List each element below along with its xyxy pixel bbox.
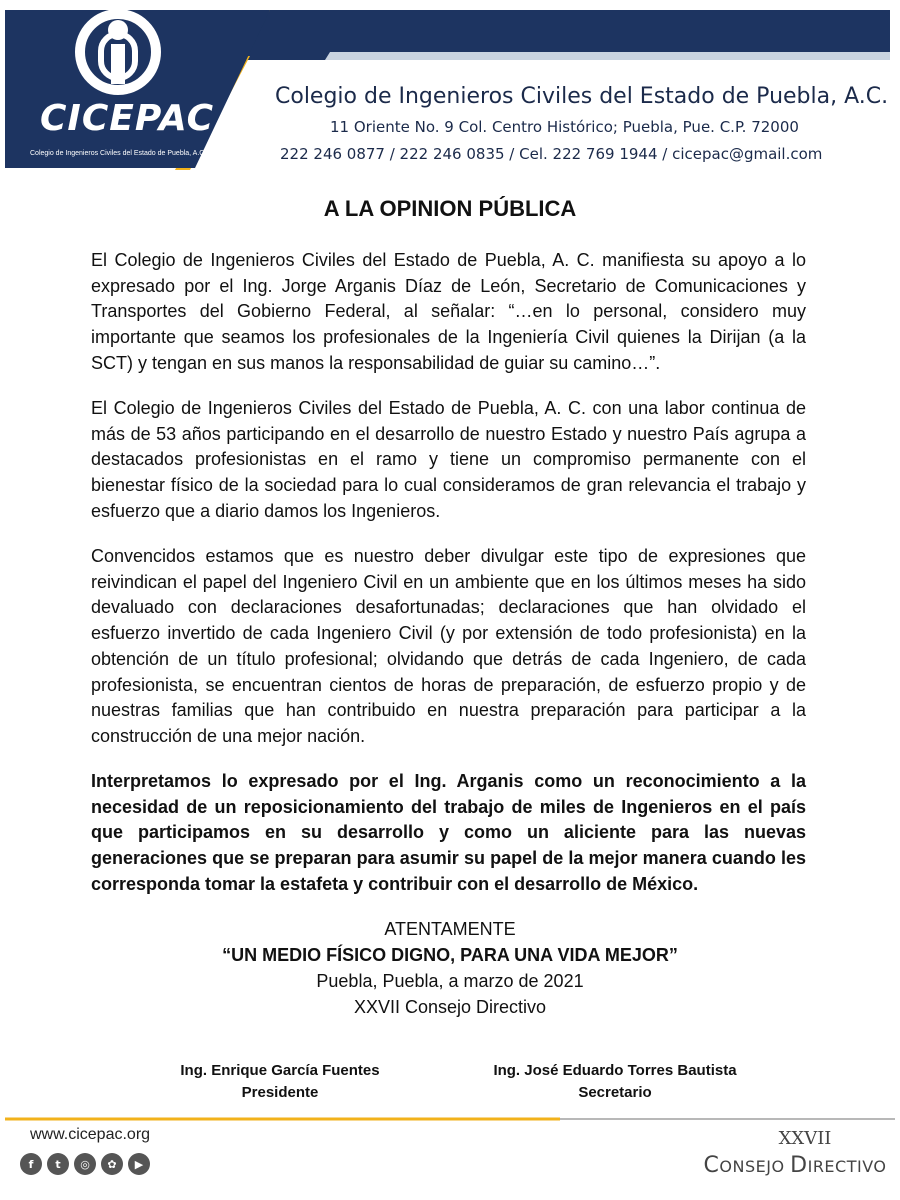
letterhead bbox=[0, 0, 900, 170]
organization-address: 11 Oriente No. 9 Col. Centro Histórico; Puebla, Pue. C.P. 72000 bbox=[330, 118, 799, 136]
twitter-icon[interactable]: t bbox=[47, 1153, 69, 1175]
council-number: XXVII bbox=[778, 1128, 832, 1149]
motto: “UN MEDIO FÍSICO DIGNO, PARA UNA VIDA MEJOR” bbox=[222, 945, 678, 965]
paragraph-3: Convencidos estamos que es nuestro deber divulgar este tipo de expresiones que reivindican el papel del Ingeniero Civil en un ambiente que en los últimos meses ha sido devaluado con declaraciones desafortunadas; declaraciones que han olvidado el esfuerzo invertido de cada Ingeniero Civil (y por extensión de todo profesionista) en la obtención de un título profesional; olvidando que detrás de cada Ingeniero, de cada profesionista, se encuentran cientos de horas de preparación, de esfuerzo propio y de nuestras familias que han contribuido en nuestra preparación para participar a la construcción de una mejor nación. bbox=[91, 546, 806, 746]
youtube-icon[interactable]: ▶ bbox=[128, 1153, 150, 1175]
paragraph-2: El Colegio de Ingenieros Civiles del Estado de Puebla, A. C. con una labor continua de más de 53 años participando en el desarrollo de nuestro Estado y nuestro País agrupa a destacados profesionistas en el ramo y tiene un compromiso permanente con el bienestar físico de la sociedad para lo cual consideramos de gran relevancia el trabajo y esfuerzo que a diario damos los Ingenieros. bbox=[91, 398, 806, 521]
council-name: CONSEJO DIRECTIVO bbox=[703, 1153, 887, 1178]
signature-secretary bbox=[475, 1060, 755, 1104]
document-title: A LA OPINION PÚBLICA bbox=[323, 196, 577, 221]
signer-name: Ing. Enrique García Fuentes bbox=[180, 1062, 380, 1079]
website-link[interactable]: www.cicepac.org bbox=[30, 1126, 151, 1143]
facebook-icon[interactable]: f bbox=[20, 1153, 42, 1175]
paragraph-1: El Colegio de Ingenieros Civiles del Estado de Puebla, A. C. manifiesta su apoyo a lo expresado por el Ing. Jorge Arganis Díaz de León, Secretario de Comunicaciones y Transportes del Gobierno Federal, al señalar: “…en lo personal, considero muy importante que seamos los profesionales de la Ingeniería Civil quienes la Dirijan (a la SCT) y tengan en sus manos la responsabilidad de guiar su camino…”. bbox=[91, 250, 806, 373]
signer-role: Secretario bbox=[578, 1084, 652, 1101]
salutation: ATENTAMENTE bbox=[384, 919, 516, 939]
social-icons bbox=[20, 1153, 150, 1175]
paragraph-4-bold: Interpretamos lo expresado por el Ing. Arganis como un reconocimiento a la necesidad de un reposicionamiento del trabajo de miles de Ingenieros en el país que participamos en su desarrollo y como un aliciente para las nuevas generaciones que se preparan para asumir su papel de la mejor manera cuando les corresponda tomar la estafeta y contribuir con el desarrollo de México. bbox=[91, 771, 806, 894]
signature-president bbox=[160, 1060, 400, 1104]
brand-name: CICEPAC bbox=[40, 98, 215, 139]
place-date: Puebla, Puebla, a marzo de 2021 bbox=[316, 971, 584, 991]
signer-name: Ing. José Eduardo Torres Bautista bbox=[493, 1062, 737, 1079]
council-line: XXVII Consejo Directivo bbox=[353, 997, 547, 1017]
footer-divider bbox=[0, 1114, 900, 1124]
organization-contact: 222 246 0877 / 222 246 0835 / Cel. 222 769 1944 / cicepac@gmail.com bbox=[280, 145, 823, 163]
signer-role: Presidente bbox=[241, 1084, 319, 1101]
closing-block bbox=[0, 916, 900, 1020]
web-icon[interactable]: ✿ bbox=[101, 1153, 123, 1175]
brand-subtitle: Colegio de Ingenieros Civiles del Estado de Puebla, A.C. bbox=[30, 150, 207, 157]
instagram-icon[interactable]: ◎ bbox=[74, 1153, 96, 1175]
organization-name: Colegio de Ingenieros Civiles del Estado de Puebla, A.C. bbox=[275, 84, 889, 109]
